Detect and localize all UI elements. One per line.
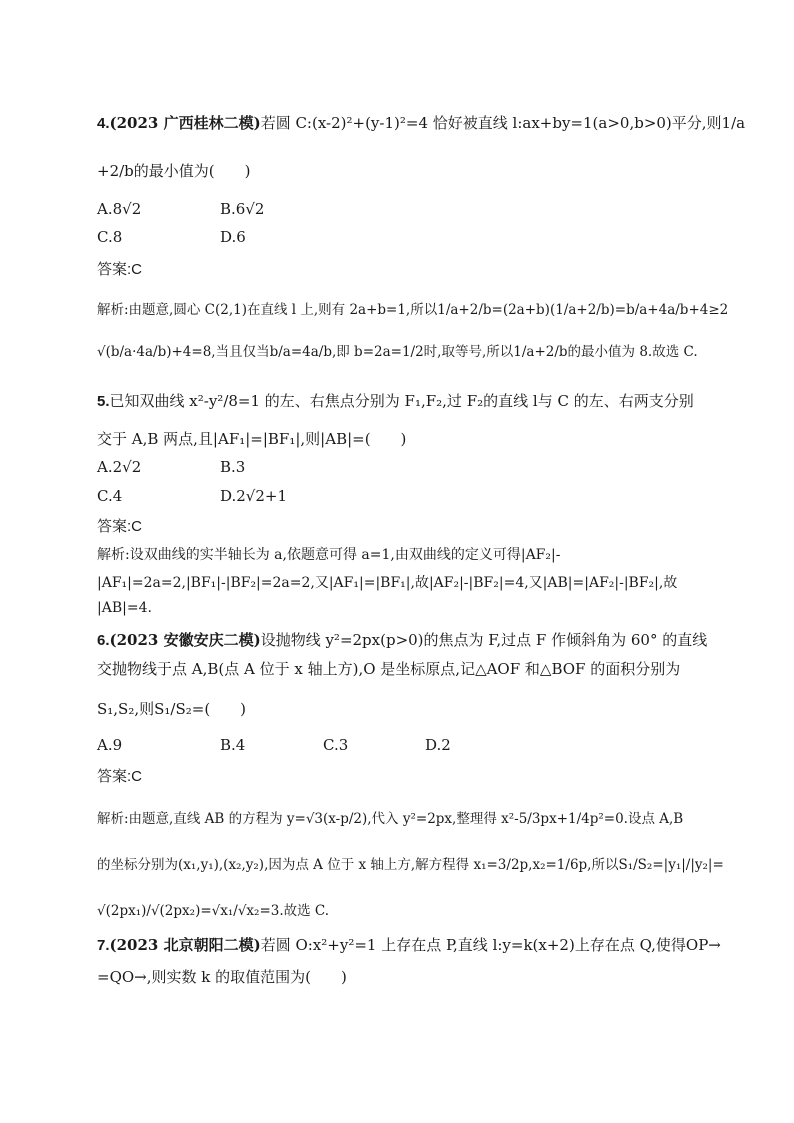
q5-explanation-line3: |AB|=4. <box>97 600 152 616</box>
q6-explanation-line3: √(2px₁)/√(2px₂)=√x₁/√x₂=3.故选 C. <box>97 903 330 919</box>
q4-answer: 答案:C <box>97 261 143 278</box>
q6-stem-line3: S₁,S₂,则S₁/S₂=( ) <box>97 700 247 718</box>
q5-stem-line2: 交于 A,B 两点,且|AF₁|=|BF₁|,则|AB|=( ) <box>97 430 407 448</box>
q4-explanation-line2: √(b/a·4a/b)+4=8,当且仅当b/a=4a/b,即 b=2a=1/2时,取等号,所以1/a+2/b的最小值为 8.故选 C. <box>97 344 698 360</box>
q5-number: 5. <box>97 393 110 410</box>
q4-source: (2023 广西桂林二模) <box>109 114 261 132</box>
q7-stem-text: 若圆 O:x²+y²=1 上存在点 P,直线 l:y=k(x+2)上存在点 Q,使得OP→ <box>260 936 721 954</box>
q5-explanation-line2: |AF₁|=2a=2,|BF₁|-|BF₂|=2a=2,又|AF₁|=|BF₁|,故|AF₂|-|BF₂|=4,又|AB|=|AF₂|-|BF₂|,故 <box>97 575 678 591</box>
q6-option-c: C.3 <box>323 736 349 754</box>
q5-stem-line1 <box>97 390 694 411</box>
q5-option-c: C.4 <box>97 487 123 505</box>
q7-source: (2023 北京朝阳二模) <box>109 936 261 954</box>
q6-stem-line2: 交抛物线于点 A,B(点 A 位于 x 轴上方),O 是坐标原点,记△AOF 和△BOF 的面积分别为 <box>97 660 681 678</box>
q4-option-a: A.8√2 <box>97 200 142 218</box>
q6-stem-text: 设抛物线 y²=2px(p>0)的焦点为 F,过点 F 作倾斜角为 60° 的直线 <box>260 631 708 649</box>
q4-stem-text: 若圆 C:(x-2)²+(y-1)²=4 恰好被直线 l:ax+by=1(a>0,b>0)平分,则1/a <box>260 114 746 132</box>
q7-stem-line1 <box>97 934 721 955</box>
q6-option-b: B.4 <box>220 736 246 754</box>
q5-option-d: D.2√2+1 <box>220 487 288 505</box>
q4-stem-line2: +2/b的最小值为( ) <box>97 162 251 180</box>
q5-explanation-line1: 解析:设双曲线的实半轴长为 a,依题意可得 a=1,由双曲线的定义可得|AF₂|- <box>97 547 561 563</box>
q5-stem-text: 已知双曲线 x²-y²/8=1 的左、右焦点分别为 F₁,F₂,过 F₂的直线 l与 C 的左、右两支分别 <box>109 392 694 410</box>
q7-number: 7. <box>97 937 110 954</box>
q6-option-a: A.9 <box>97 736 123 754</box>
q6-stem-line1 <box>97 629 707 650</box>
q4-option-c: C.8 <box>97 228 123 246</box>
q4-stem-line1 <box>97 112 745 133</box>
q4-number: 4. <box>97 115 110 132</box>
q6-option-d: D.2 <box>425 736 451 754</box>
q4-option-b: B.6√2 <box>220 200 265 218</box>
q6-source: (2023 安徽安庆二模) <box>109 631 261 649</box>
q4-explanation-line1: 解析:由题意,圆心 C(2,1)在直线 l 上,则有 2a+b=1,所以1/a+2/b=(2a+b)(1/a+2/b)=b/a+4a/b+4≥2 <box>97 302 729 318</box>
q5-option-a: A.2√2 <box>97 458 142 476</box>
q6-explanation-line1: 解析:由题意,直线 AB 的方程为 y=√3(x-p/2),代入 y²=2px,整理得 x²-5/3px+1/4p²=0.设点 A,B <box>97 811 684 827</box>
q5-answer: 答案:C <box>97 518 143 535</box>
q4-option-d: D.6 <box>220 228 246 246</box>
q6-answer: 答案:C <box>97 768 143 785</box>
q5-option-b: B.3 <box>220 458 246 476</box>
q6-number: 6. <box>97 632 110 649</box>
q7-stem-line2: =QO→,则实数 k 的取值范围为( ) <box>97 968 347 986</box>
q6-explanation-line2: 的坐标分别为(x₁,y₁),(x₂,y₂),因为点 A 位于 x 轴上方,解方程得 x₁=3/2p,x₂=1/6p,所以S₁/S₂=|y₁|/|y₂|= <box>97 857 724 873</box>
